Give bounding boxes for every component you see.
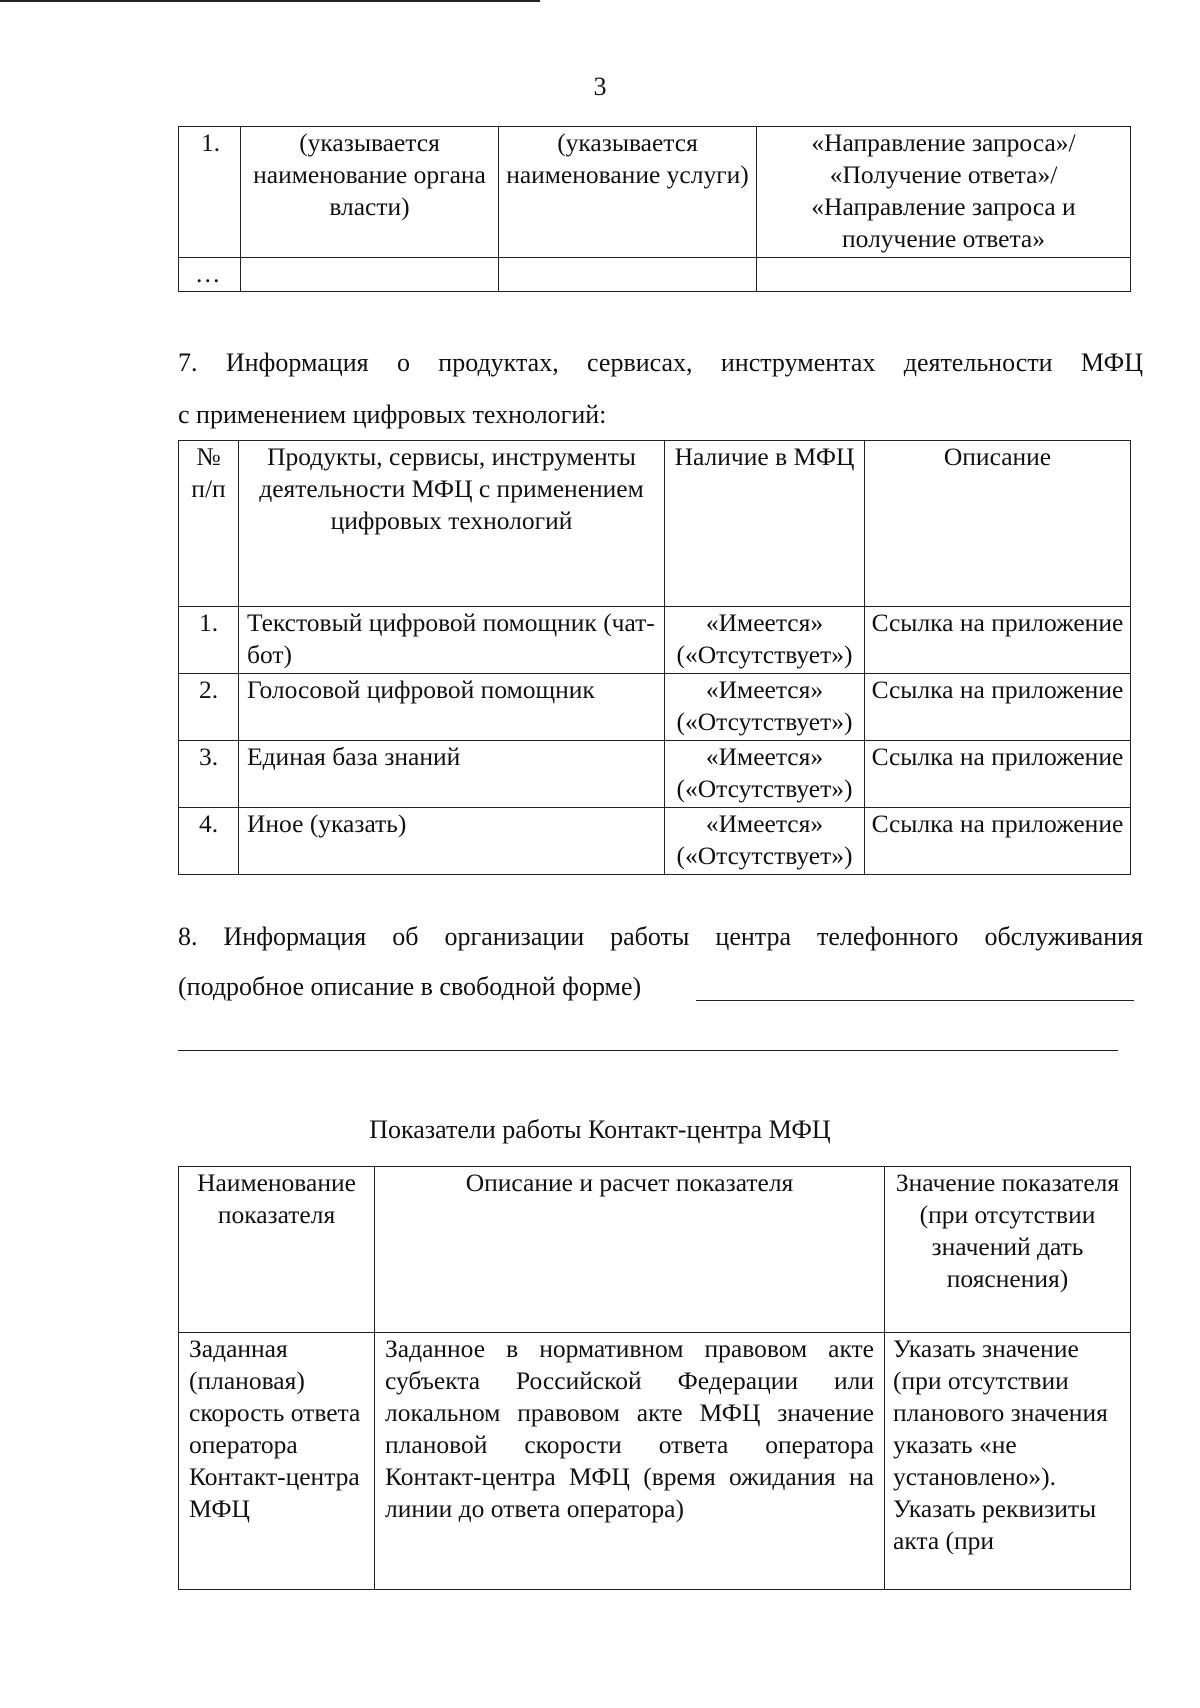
- table-row: [179, 258, 1131, 292]
- table-cell: 1.: [179, 607, 239, 674]
- table-cell: «Имеется» («Отсутствует»): [665, 741, 865, 808]
- table-caption: Показатели работы Контакт-центра МФЦ: [369, 1115, 831, 1144]
- table-cell: 4.: [179, 808, 239, 875]
- table-cell: Заданное в нормативном правовом акте субъекта Российской Федерации или локальном правовом акте МФЦ значение плановой скорости ответа оператора Контакт-центра МФЦ (время ожидания на линии до ответа оператора): [375, 1333, 885, 1590]
- section-7-heading: 7. Информация о продуктах, сервисах, инструментах деятельности МФЦ: [178, 348, 1143, 377]
- fill-in-line: [178, 1050, 1118, 1051]
- table-cell: Ссылка на приложение: [865, 607, 1131, 674]
- table-cell: 3.: [179, 741, 239, 808]
- table-header-row: [179, 441, 1131, 607]
- table-cell: «Имеется» («Отсутствует»): [665, 808, 865, 875]
- table-cell: [757, 258, 1131, 292]
- table-cell: Ссылка на приложение: [865, 808, 1131, 875]
- table-row: [179, 1333, 1131, 1590]
- table-cell: …: [179, 258, 241, 292]
- table-cell: 1.: [179, 127, 241, 258]
- section-7-heading-cont: с применением цифровых технологий:: [178, 400, 607, 429]
- table-cell: (указывается наименование органа власти): [241, 127, 499, 258]
- table-cell: Ссылка на приложение: [865, 741, 1131, 808]
- table-row: [179, 674, 1131, 741]
- table-cell: «Имеется» («Отсутствует»): [665, 607, 865, 674]
- section-8-heading-cont: (подробное описание в свободной форме): [178, 972, 642, 1001]
- fill-in-line: [696, 1000, 1134, 1001]
- table-cell: [241, 258, 499, 292]
- table-row: [179, 808, 1131, 875]
- digital-products-table: [178, 440, 1131, 875]
- table-cell: Единая база знаний: [239, 741, 665, 808]
- table-row: [179, 607, 1131, 674]
- header-cell: Продукты, сервисы, инструменты деятельности МФЦ с применением цифровых технологий: [239, 441, 665, 607]
- table-cell: «Имеется» («Отсутствует»): [665, 674, 865, 741]
- page-number: 3: [593, 72, 607, 101]
- table-cell: Заданная (плановая) скорость ответа оператора Контакт-центра МФЦ: [179, 1333, 375, 1590]
- table-row: [179, 127, 1131, 258]
- table-header-row: [179, 1167, 1131, 1333]
- table-cell: Ссылка на приложение: [865, 674, 1131, 741]
- section-8-heading: 8. Информация об организации работы центра телефонного обслуживания: [178, 922, 1143, 951]
- contact-center-indicators-table: [178, 1166, 1131, 1590]
- table-cell: Голосовой цифровой помощник: [239, 674, 665, 741]
- header-cell: Наличие в МФЦ: [665, 441, 865, 607]
- table-cell: «Направление запроса»/ «Получение ответа»/ «Направление запроса и получение ответа»: [757, 127, 1131, 258]
- header-cell: Наименование показателя: [179, 1167, 375, 1333]
- table-cell: [499, 258, 757, 292]
- scan-edge-line: [0, 0, 540, 2]
- table-cell: (указывается наименование услуги): [499, 127, 757, 258]
- table-cell: Текстовый цифровой помощник (чат-бот): [239, 607, 665, 674]
- header-cell: Значение показателя (при отсутствии значений дать пояснения): [885, 1167, 1131, 1333]
- table-cell: Указать значение (при отсутствии планового значения указать «не установлено»). Указать реквизиты акта (при: [885, 1333, 1131, 1590]
- header-cell: Описание и расчет показателя: [375, 1167, 885, 1333]
- table-cell: 2.: [179, 674, 239, 741]
- services-table: [178, 126, 1131, 292]
- table-row: [179, 741, 1131, 808]
- header-cell: Описание: [865, 441, 1131, 607]
- header-cell: № п/п: [179, 441, 239, 607]
- table-cell: Иное (указать): [239, 808, 665, 875]
